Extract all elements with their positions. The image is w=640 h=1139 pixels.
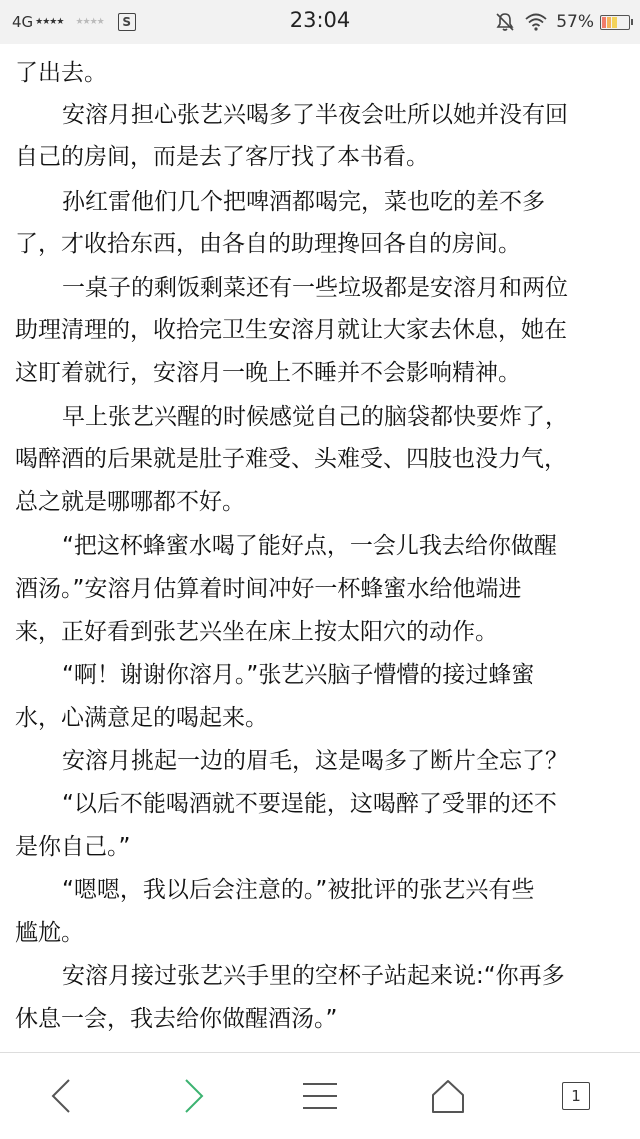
- reader-content[interactable]: [0, 44, 640, 1052]
- network-type: 4G: [12, 13, 34, 31]
- mute-bell-icon: [494, 11, 516, 33]
- wifi-icon: [524, 12, 548, 32]
- menu-icon: [302, 1080, 338, 1112]
- text-line: 了，才收拾东西，由各自的助理搀回各自的房间。: [15, 231, 521, 257]
- app-notification-icon: S: [118, 13, 136, 31]
- tab-count-badge: 1: [562, 1082, 590, 1110]
- status-bar: [0, 0, 640, 44]
- text-line: 总之就是哪哪都不好。: [15, 489, 245, 515]
- text-line: 水，心满意足的喝起来。: [15, 705, 268, 731]
- status-time: 23:04: [289, 8, 351, 32]
- text-line: 尴尬。: [15, 920, 84, 946]
- back-button[interactable]: [32, 1071, 92, 1121]
- text-line: 安溶月挑起一边的眉毛，这是喝多了断片全忘了？: [62, 748, 568, 774]
- text-line: “以后不能喝酒就不要逞能，这喝醉了受罪的还不: [62, 791, 557, 817]
- text-line: “把这杯蜂蜜水喝了能好点，一会儿我去给你做醒: [62, 533, 557, 559]
- text-line: 酒汤。”安溶月估算着时间冲好一杯蜂蜜水给他端进: [15, 576, 522, 602]
- battery-icon: [600, 15, 630, 30]
- text-line: 孙红雷他们几个把啤酒都喝完，菜也吃的差不多: [62, 189, 545, 215]
- text-line: 休息一会，我去给你做醒酒汤。”: [15, 1006, 338, 1032]
- text-line: 自己的房间，而是去了客厅找了本书看。: [15, 144, 429, 170]
- home-icon: [430, 1078, 466, 1114]
- status-right: [494, 8, 630, 36]
- menu-button[interactable]: [290, 1071, 350, 1121]
- text-line: “嗯嗯，我以后会注意的。”被批评的张艺兴有些: [62, 877, 535, 903]
- text-line: 喝醉酒的后果就是肚子难受、头难受、四肢也没力气，: [15, 446, 567, 472]
- text-line: 早上张艺兴醒的时候感觉自己的脑袋都快要炸了，: [62, 404, 568, 430]
- home-button[interactable]: [418, 1071, 478, 1121]
- text-line: 安溶月接过张艺兴手里的空杯子站起来说:“你再多: [62, 963, 565, 989]
- text-line: 来，正好看到张艺兴坐在床上按太阳穴的动作。: [15, 619, 498, 645]
- text-line: 一桌子的剩饭剩菜还有一些垃圾都是安溶月和两位: [62, 275, 568, 301]
- text-line: 是你自己。”: [15, 834, 131, 860]
- text-line: 了出去。: [15, 60, 107, 86]
- signal-stars-icon-2: ★★★★: [75, 17, 104, 27]
- chevron-left-icon: [47, 1076, 77, 1116]
- bottom-nav-bar: [0, 1052, 640, 1139]
- text-line: 安溶月担心张艺兴喝多了半夜会吐所以她并没有回: [62, 102, 568, 128]
- text-line: “啊！谢谢你溶月。”张艺兴脑子懵懵的接过蜂蜜: [62, 662, 535, 688]
- signal-stars-icon: ★★★★: [35, 17, 64, 27]
- forward-button[interactable]: [163, 1071, 223, 1121]
- text-line: 助理清理的，收拾完卫生安溶月就让大家去休息，她在: [15, 317, 567, 343]
- text-line: 这盯着就行，安溶月一晚上不睡并不会影响精神。: [15, 360, 521, 386]
- battery-percent: 57%: [556, 12, 594, 32]
- tabs-button[interactable]: [546, 1071, 606, 1121]
- chevron-right-icon: [178, 1076, 208, 1116]
